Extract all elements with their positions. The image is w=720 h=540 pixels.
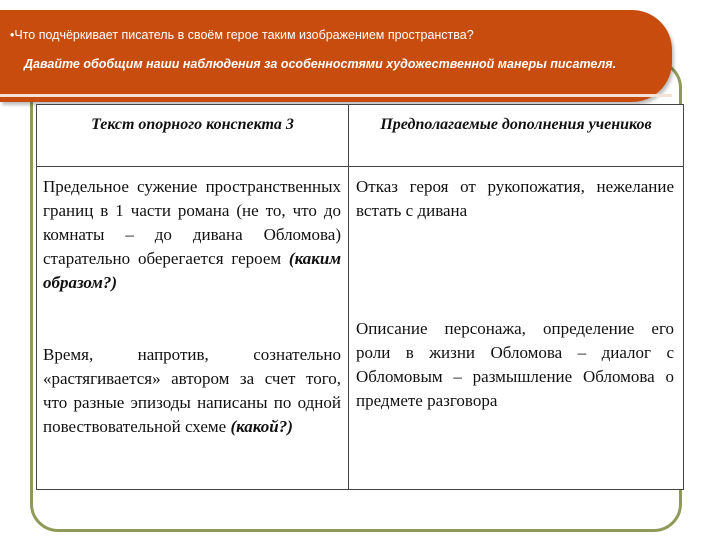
row2-left-text: Время, напротив, сознательно «растягивается» автором за счет того, что разные эпизоды написаны по одной повествовательной схеме — [43, 345, 341, 436]
header-right: Предполагаемые дополнения учеников — [380, 116, 652, 133]
row1-right-cell: Отказ героя от рукопожатия, нежелание встать с дивана — [356, 177, 674, 220]
row2-right-cell: Описание персонажа, определение его роли в жизни Обломова – диалог с Обломовым – размышление Обломова о предмете разговора — [356, 319, 674, 410]
comparison-table — [36, 104, 684, 490]
column-divider — [348, 105, 349, 489]
row1-left-question: (каким образом?) — [43, 249, 341, 292]
row2-left-cell — [43, 343, 341, 439]
banner-underline — [0, 94, 672, 97]
question-text: •Что подчёркивает писатель в своём герое таким изображением пространства? — [10, 28, 474, 42]
header-left: Текст опорного конспекта 3 — [91, 116, 294, 133]
row1-left-cell — [43, 175, 341, 295]
title-banner — [0, 10, 672, 102]
row2-left-question: (какой?) — [230, 417, 293, 436]
summary-text: Давайте обобщим наши наблюдения за особенностями художественной манеры писателя. — [24, 57, 617, 71]
row1-left-text: Предельное сужение пространственных границ в 1 части романа (не то, что до комнаты – до дивана Обломова) старательно оберегается героем — [43, 177, 341, 268]
header-divider — [37, 166, 683, 167]
